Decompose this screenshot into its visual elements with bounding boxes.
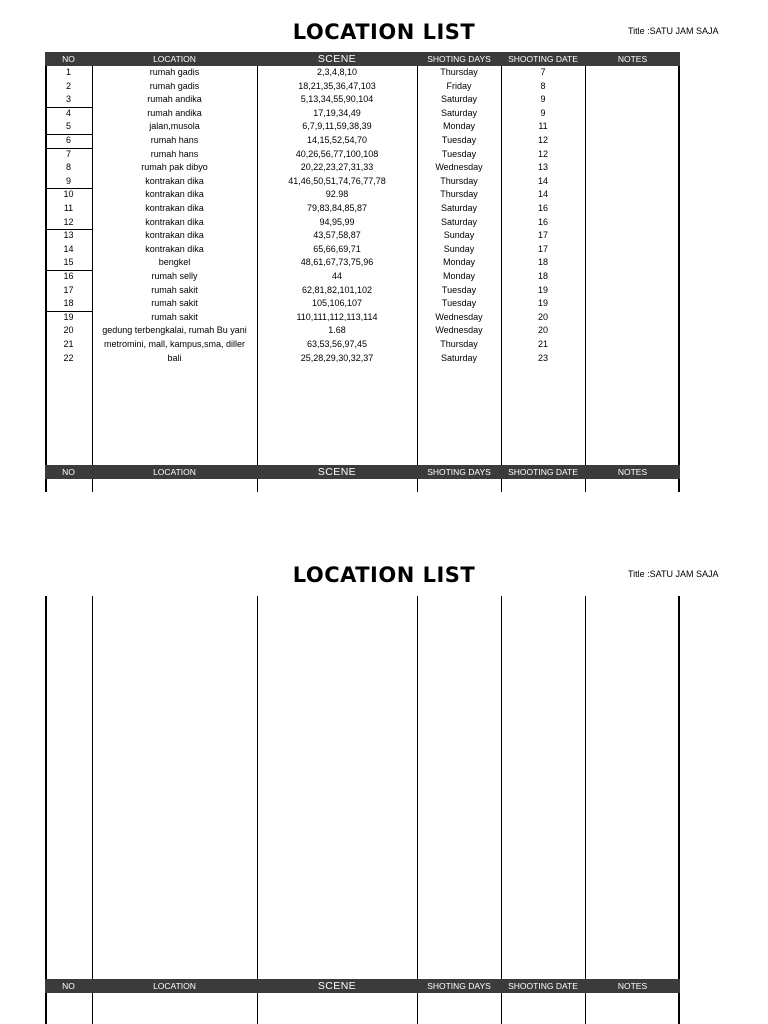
cell-no: 21 [63,339,74,349]
cell-shooting-date: 12 [537,148,548,159]
column-header-location: LOCATION [153,54,196,64]
column-divider [417,596,418,1024]
table-row [45,297,680,311]
page-title: LOCATION LIST [292,20,476,44]
cell-shooting-date: 16 [537,203,548,213]
cell-shoting-day: Tuesday [441,148,477,159]
cell-shooting-date: 14 [537,175,548,186]
table-header [45,52,680,66]
cell-location: bali [167,352,182,363]
cell-scene: 92.98 [325,189,349,200]
cell-shooting-date: 21 [537,339,548,349]
table-row [45,311,680,325]
cell-location: rumah gadis [149,80,200,91]
cell-shoting-day: Wednesday [435,325,483,336]
cell-scene: 2,3,4,8,10 [316,67,358,77]
cell-scene: 110,111,112,113,114 [296,311,378,322]
cell-no: 22 [63,352,74,363]
column-header-notes: NOTES [617,54,648,64]
column-header-no: NO [62,54,75,64]
cell-scene: 79,83,84,85,87 [306,203,368,213]
cell-location: kontrakan dika [145,175,204,186]
cell-no: 4 [65,107,71,118]
column-header-shooting-date: SHOOTING DATE [508,54,578,64]
cell-shoting-day: Thursday [440,339,478,349]
cell-no: 13 [63,230,74,241]
cell-no: 10 [63,189,74,200]
column-header-shooting-date: SHOOTING DATE [508,981,578,991]
cell-location: rumah hans [150,148,199,159]
column-header-shoting-days: SHOTING DAYS [427,467,491,477]
column-divider [92,596,93,1024]
cell-shooting-date: 7 [540,67,546,77]
cell-location: kontrakan dika [145,216,204,227]
film-title-label: Title :SATU JAM SAJA [628,26,719,36]
cell-shoting-day: Sunday [443,230,475,241]
cell-scene: 14,15,52,54,70 [306,135,368,145]
cell-shoting-day: Monday [442,257,476,268]
column-header-no: NO [62,981,75,991]
cell-shoting-day: Monday [442,121,476,132]
cell-shoting-day: Tuesday [441,284,477,295]
cell-no: 3 [65,94,71,105]
cell-shooting-date: 18 [537,271,548,281]
table-row [45,324,680,338]
cell-location: rumah sakit [151,284,198,295]
cell-scene: 94,95,99 [319,216,355,227]
cell-scene: 1.68 [328,325,346,336]
cell-shoting-day: Monday [442,271,476,281]
column-header-scene: SCENE [317,466,357,478]
cell-scene: 18,21,35,36,47,103 [298,80,376,91]
cell-shoting-day: Saturday [440,107,478,118]
table-row [45,352,680,366]
cell-no: 14 [63,243,74,254]
table-row [45,120,680,134]
cell-location: bengkel [158,257,191,268]
page-title: LOCATION LIST [292,563,476,587]
column-divider [585,596,586,1024]
cell-no: 17 [63,284,74,295]
column-header-location: LOCATION [153,467,196,477]
cell-shooting-date: 8 [540,80,546,91]
table-row [45,216,680,230]
film-title-label: Title :SATU JAM SAJA [628,569,719,579]
column-header-no: NO [62,467,75,477]
cell-scene: 41,46,50,51,74,76,77,78 [288,175,386,186]
cell-location: jalan,musola [149,121,200,132]
cell-shoting-day: Thursday [440,175,478,186]
cell-no: 16 [63,271,74,281]
cell-no: 2 [65,80,71,91]
table-row [45,229,680,243]
table-footer-header [45,465,680,479]
cell-no: 11 [63,203,74,213]
cell-location: rumah selly [151,271,198,281]
table-row [45,188,680,202]
cell-location: rumah gadis [149,67,200,77]
cell-location: rumah sakit [151,298,198,309]
cell-no: 9 [65,175,71,186]
cell-shoting-day: Tuesday [441,135,477,145]
column-header-shooting-date: SHOOTING DATE [508,467,578,477]
cell-shoting-day: Saturday [440,203,478,213]
cell-shooting-date: 11 [538,121,548,132]
cell-shoting-day: Thursday [440,67,478,77]
cell-shooting-date: 16 [537,216,548,227]
cell-no: 6 [65,135,71,145]
cell-shoting-day: Saturday [440,352,478,363]
column-header-location: LOCATION [153,981,196,991]
cell-shooting-date: 12 [537,135,548,145]
cell-shooting-date: 17 [537,243,548,254]
cell-no: 1 [65,67,71,77]
column-header-shoting-days: SHOTING DAYS [427,54,491,64]
location-table [45,596,680,1024]
table-footer-header [45,979,680,993]
cell-shooting-date: 17 [537,230,548,241]
table-row [45,93,680,107]
cell-no: 8 [65,162,71,173]
table-row [45,161,680,175]
cell-shoting-day: Tuesday [441,298,477,309]
cell-scene: 44 [331,271,342,281]
column-header-notes: NOTES [617,981,648,991]
cell-no: 18 [63,298,74,309]
cell-location: kontrakan dika [145,230,204,241]
cell-location: rumah hans [150,135,199,145]
cell-location: gedung terbengkalai, rumah Bu yani [102,325,247,336]
cell-shooting-date: 23 [537,352,548,363]
cell-scene: 43,57,58,87 [313,230,361,241]
cell-no: 12 [63,216,74,227]
table-row [45,338,680,352]
table-row [45,107,680,121]
cell-shooting-date: 20 [537,325,548,336]
cell-shoting-day: Thursday [440,189,478,200]
table-row [45,284,680,298]
cell-shooting-date: 19 [537,298,548,309]
cell-location: kontrakan dika [145,243,204,254]
cell-scene: 105,106,107 [311,298,363,309]
cell-location: metromini, mall, kampus,sma, diller [103,339,246,349]
table-row [45,66,680,80]
column-header-scene: SCENE [317,53,357,65]
cell-no: 5 [65,121,71,132]
table-row [45,270,680,284]
cell-no: 15 [63,257,74,268]
cell-shooting-date: 18 [537,257,548,268]
cell-shoting-day: Sunday [443,243,475,254]
cell-shoting-day: Wednesday [435,311,483,322]
table-border-right [678,596,680,1024]
table-row [45,243,680,257]
table-row [45,134,680,148]
column-divider [257,596,258,1024]
cell-shooting-date: 13 [537,162,548,173]
cell-shoting-day: Wednesday [435,162,483,173]
table-row [45,80,680,94]
table-row [45,148,680,162]
cell-scene: 48,61,67,73,75,96 [300,257,374,268]
cell-shooting-date: 20 [537,311,548,322]
cell-scene: 25,28,29,30,32,37 [300,352,374,363]
table-row [45,175,680,189]
column-header-shoting-days: SHOTING DAYS [427,981,491,991]
cell-shoting-day: Saturday [440,94,478,105]
column-header-notes: NOTES [617,467,648,477]
cell-scene: 5,13,34,55,90,104 [300,94,374,105]
cell-scene: 6,7,9,11,59,38,39 [302,121,372,132]
cell-shoting-day: Friday [446,80,472,91]
location-table [45,52,680,492]
cell-scene: 40,26,56,77,100,108 [295,148,379,159]
cell-scene: 63,53,56,97,45 [306,339,368,349]
cell-location: kontrakan dika [145,203,204,213]
table-row [45,202,680,216]
cell-scene: 62,81,82,101,102 [301,284,373,295]
cell-shooting-date: 9 [540,94,546,105]
cell-scene: 20,22,23,27,31,33 [300,162,374,173]
cell-shooting-date: 9 [540,107,546,118]
table-border-left [45,596,47,1024]
cell-shooting-date: 19 [537,284,548,295]
column-header-scene: SCENE [317,980,357,992]
table-row [45,256,680,270]
cell-location: rumah andika [147,94,202,105]
cell-location: rumah pak dibyo [141,162,208,173]
cell-no: 7 [65,148,71,159]
cell-scene: 17,19,34,49 [313,107,361,118]
cell-location: rumah andika [147,107,202,118]
cell-scene: 65,66,69,71 [313,243,361,254]
cell-no: 19 [63,311,74,322]
cell-location: kontrakan dika [145,189,204,200]
cell-no: 20 [63,325,74,336]
cell-shooting-date: 14 [537,189,548,200]
column-divider [501,596,502,1024]
cell-location: rumah sakit [151,311,198,322]
cell-shoting-day: Saturday [440,216,478,227]
